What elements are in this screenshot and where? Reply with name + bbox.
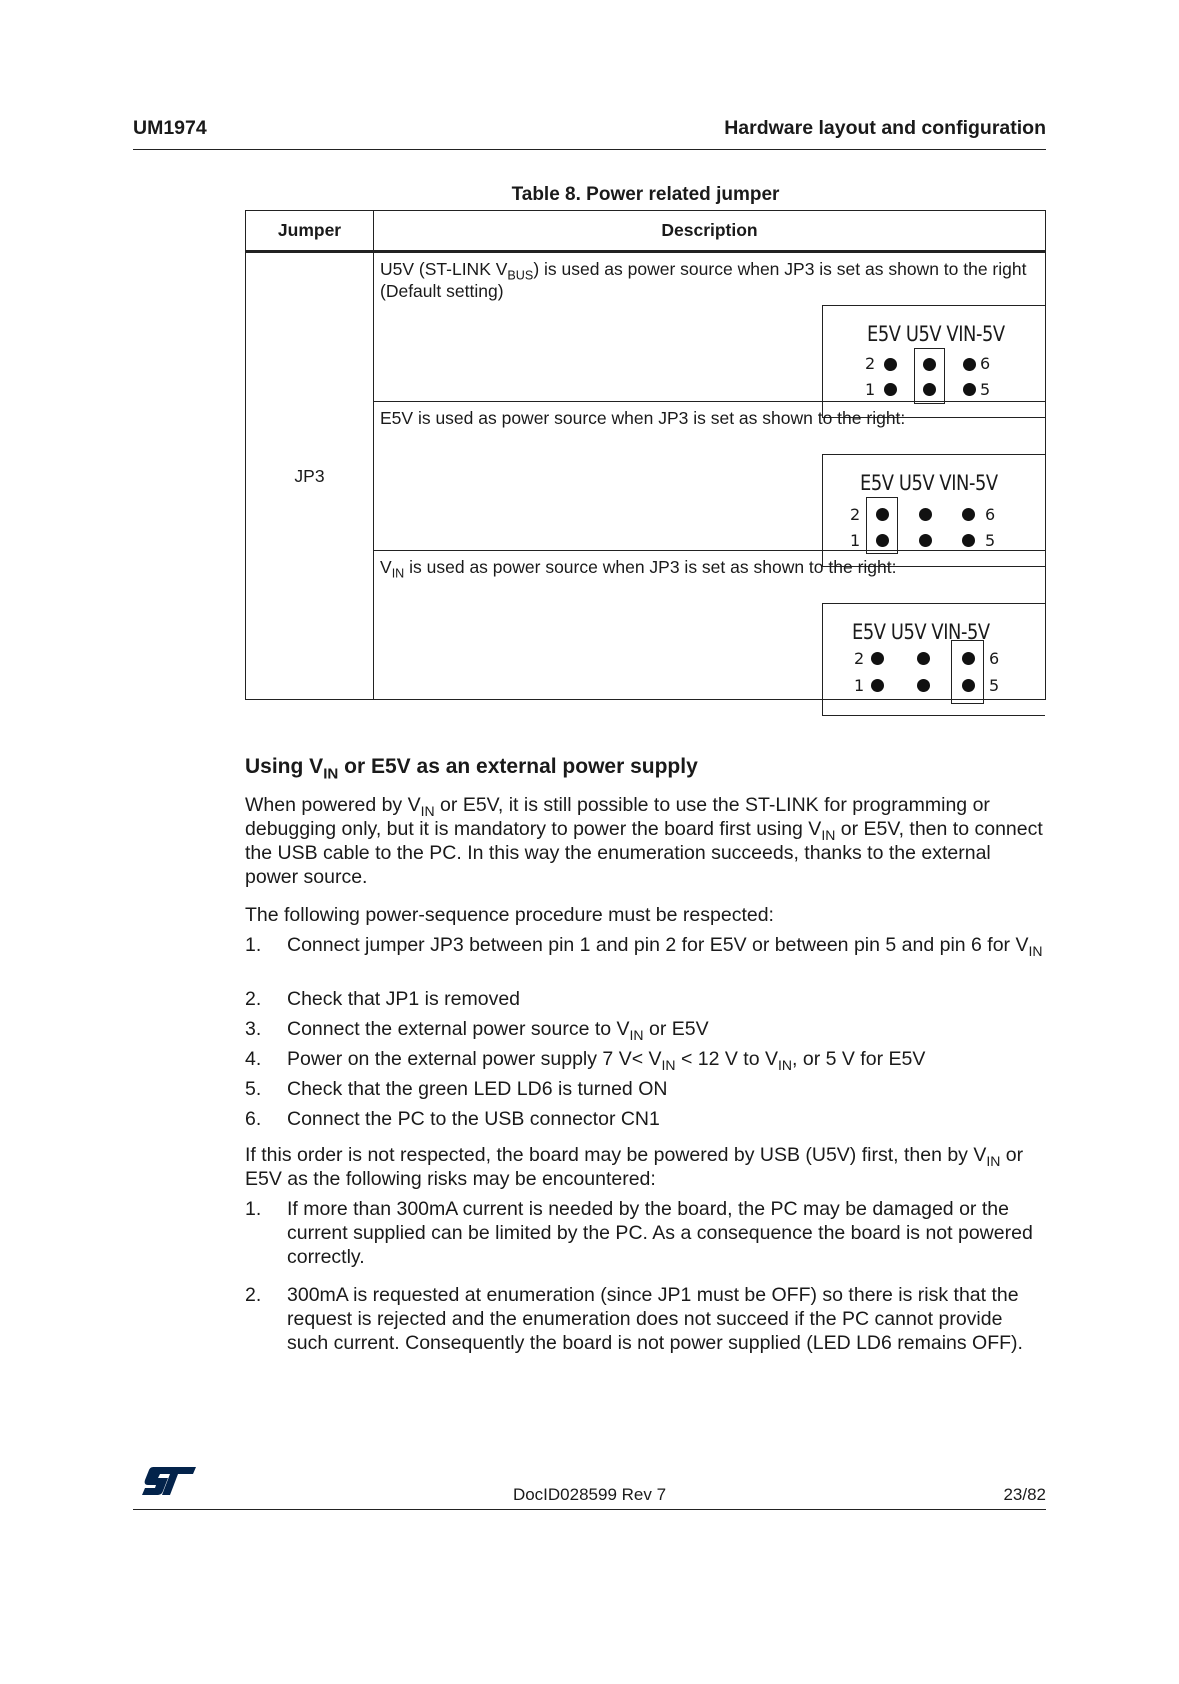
pin-label-1: 1 [850, 531, 861, 550]
pin-label-6: 6 [980, 354, 991, 373]
pin-dot [919, 534, 932, 547]
pin-dot [962, 679, 975, 692]
pin-label-5: 5 [985, 531, 996, 550]
pin-label-2: 2 [854, 649, 865, 668]
doc-code: UM1974 [133, 117, 207, 139]
pin-dot [917, 679, 930, 692]
pin-dot [919, 508, 932, 521]
pin-label-1: 1 [865, 380, 876, 399]
paragraph-intro: When powered by $V_{IN}$ or E5V, it is still possible to use the ST-LINK for programming or debugging only, but it is mandatory to power the board first using $V_{IN}$ or E5V, then to connect the USB cable to the PC. In this way the enumeration succeeds, thanks to the external power source. [245, 794, 1043, 888]
description-text: E5V is used as power source when JP3 is set as shown to the right: [380, 408, 906, 428]
pin-dot [923, 358, 936, 371]
paragraph-risks-intro: If this order is not respected, the board may be powered by USB (U5V) first, then by $V_{IN}$ or E5V as the following risks may be encountered: [245, 1144, 1024, 1190]
pin-dot [871, 652, 884, 665]
pin-label-6: 6 [989, 649, 1000, 668]
pin-label-6: 6 [985, 505, 996, 524]
footer-doc-id: DocID028599 Rev 7 [512, 1485, 667, 1504]
footer-page-number: 23/82 [1003, 1485, 1046, 1504]
pin-dot [963, 383, 976, 396]
pin-dot [871, 679, 884, 692]
power-jumper-table [245, 210, 1046, 700]
pin-label-2: 2 [850, 505, 861, 524]
pin-dot [962, 534, 975, 547]
pin-label-1: 1 [854, 676, 865, 695]
description-text: $V_{IN}$ is used as power source when JP3 is set as shown to the right: [380, 557, 897, 581]
footer-rule [133, 1509, 1046, 1510]
table-caption: Table 8. Power related jumper [511, 184, 780, 205]
pin-dot [963, 358, 976, 371]
jumper-cell: JP3 [246, 252, 374, 700]
section-title: Hardware layout and configuration [724, 117, 1046, 139]
jumper-diagram-vin [822, 603, 1045, 716]
col-description-header: Description [374, 211, 1046, 252]
pin-dot [962, 652, 975, 665]
diagram-label: E5V U5V VIN-5V [860, 471, 998, 495]
pin-dot [884, 383, 897, 396]
pin-dot [876, 534, 889, 547]
pin-dot [923, 383, 936, 396]
pin-label-5: 5 [980, 380, 991, 399]
jumper-cap [951, 640, 984, 704]
description-text: U5V (ST-LINK $V_{BUS}$) is used as power source when JP3 is set as shown to the right (Default setting) [380, 259, 1027, 301]
header-rule [133, 149, 1046, 150]
pin-dot [884, 358, 897, 371]
description-cell-e5v [374, 402, 1046, 551]
table-row [246, 252, 1046, 402]
pin-label-5: 5 [989, 676, 1000, 695]
pin-label-2: 2 [865, 354, 876, 373]
description-cell-u5v [374, 252, 1046, 402]
diagram-label: E5V U5V VIN-5V [867, 322, 1005, 346]
description-cell-vin [374, 551, 1046, 700]
paragraph-procedure-intro: The following power-sequence procedure must be respected: [245, 904, 774, 926]
col-jumper-header: Jumper [246, 211, 374, 252]
pin-dot [962, 508, 975, 521]
table-header-row [246, 211, 1046, 252]
section-heading: Using $V_{IN}$ or E5V as an external power supply [245, 755, 698, 783]
pin-dot [917, 652, 930, 665]
pin-dot [876, 508, 889, 521]
diagram-label: E5V U5V VIN-5V [852, 620, 990, 644]
